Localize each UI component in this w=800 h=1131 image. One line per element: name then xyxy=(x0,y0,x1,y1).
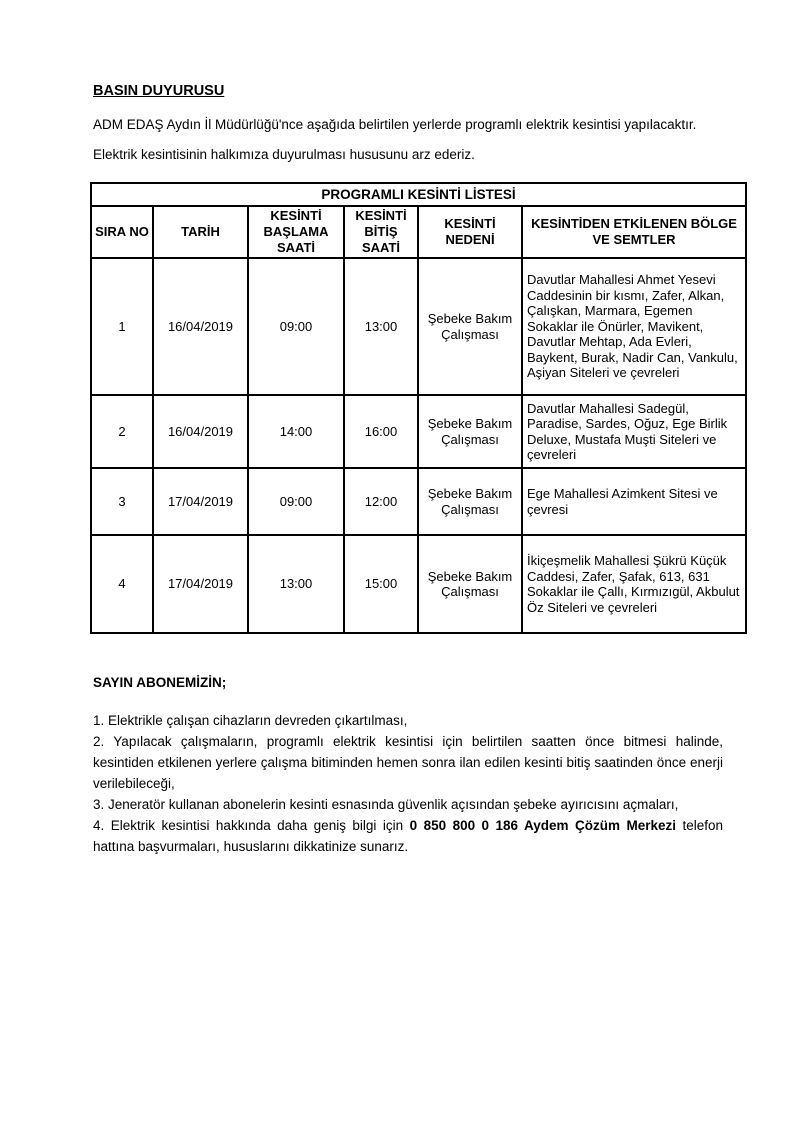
cell-start-time: 14:00 xyxy=(248,395,344,468)
cell-start-time: 09:00 xyxy=(248,258,344,395)
notice-item-3: 3. Jeneratör kullanan abonelerin kesinti esnasında güvenlik açısından şebeke ayırıcısını açmaları, xyxy=(93,797,679,812)
table-title: PROGRAMLI KESİNTİ LİSTESİ xyxy=(91,183,746,206)
cell-no: 4 xyxy=(91,535,153,633)
table-row-4 xyxy=(91,535,746,633)
cell-reason: Şebeke Bakım Çalışması xyxy=(418,535,522,633)
cell-no: 2 xyxy=(91,395,153,468)
cell-end-time: 13:00 xyxy=(344,258,418,395)
cell-start-time: 13:00 xyxy=(248,535,344,633)
subscriber-notice-list xyxy=(93,710,723,857)
subscriber-notice-heading: SAYIN ABONEMİZİN; xyxy=(93,675,227,690)
outage-table xyxy=(90,182,747,634)
announcement-paragraph: Elektrik kesintisinin halkımıza duyurulması hususunu arz ederiz. xyxy=(93,147,475,162)
col-header-bitis-saati: KESİNTİ BİTİŞ SAATİ xyxy=(344,206,418,258)
cell-no: 1 xyxy=(91,258,153,395)
cell-end-time: 15:00 xyxy=(344,535,418,633)
notice-item-1: 1. Elektrikle çalışan cihazların devreden çıkartılması, xyxy=(93,713,408,728)
cell-end-time: 16:00 xyxy=(344,395,418,468)
document-heading: BASIN DUYURUSU xyxy=(93,83,225,99)
notice-item-4-prefix: 4. Elektrik kesintisi hakkında daha geniş bilgi için xyxy=(93,818,410,833)
cell-reason: Şebeke Bakım Çalışması xyxy=(418,258,522,395)
table-row-1 xyxy=(91,258,746,395)
cell-reason: Şebeke Bakım Çalışması xyxy=(418,395,522,468)
table-row-2 xyxy=(91,395,746,468)
cell-areas: Davutlar Mahallesi Sadegül, Paradise, Sardes, Oğuz, Ege Birlik Deluxe, Mustafa Muşti Siteleri ve çevreleri xyxy=(522,395,746,468)
table-row-3 xyxy=(91,468,746,535)
col-header-tarih: TARİH xyxy=(153,206,248,258)
col-header-sira-no: SIRA NO xyxy=(91,206,153,258)
notice-item-2: 2. Yapılacak çalışmaların, programlı elektrik kesintisi için belirtilen saatten önce bitmesi halinde, kesintiden etkilenen yerlere çalışma bitiminden hemen sonra ilan edilen kesinti bitiş saatinden önce enerji verilebileceği, xyxy=(93,734,723,791)
cell-start-time: 09:00 xyxy=(248,468,344,535)
call-center-phone: 0 850 800 0 186 Aydem Çözüm Merkezi xyxy=(409,818,676,833)
table-title-row xyxy=(91,183,746,206)
table-header-row xyxy=(91,206,746,258)
notice-item-4-suffix: telefon hattına başvurmaları, hususlarını dikkatinize sunarız. xyxy=(93,818,723,854)
cell-date: 17/04/2019 xyxy=(153,535,248,633)
cell-areas: Ege Mahallesi Azimkent Sitesi ve çevresi xyxy=(522,468,746,535)
col-header-bolge-semtler: KESİNTİDEN ETKİLENEN BÖLGE VE SEMTLER xyxy=(522,206,746,258)
cell-no: 3 xyxy=(91,468,153,535)
cell-reason: Şebeke Bakım Çalışması xyxy=(418,468,522,535)
cell-date: 16/04/2019 xyxy=(153,395,248,468)
cell-areas: İkiçeşmelik Mahallesi Şükrü Küçük Caddesi, Zafer, Şafak, 613, 631 Sokaklar ile Çallı, Kırmızıgül, Akbulut Öz Siteleri ve çevreleri xyxy=(522,535,746,633)
cell-date: 16/04/2019 xyxy=(153,258,248,395)
col-header-nedeni: KESİNTİ NEDENİ xyxy=(418,206,522,258)
notice-item-4 xyxy=(93,815,723,857)
intro-paragraph: ADM EDAŞ Aydın İl Müdürlüğü'nce aşağıda belirtilen yerlerde programlı elektrik kesintisi yapılacaktır. xyxy=(93,117,697,132)
cell-date: 17/04/2019 xyxy=(153,468,248,535)
col-header-baslama-saati: KESİNTİ BAŞLAMA SAATİ xyxy=(248,206,344,258)
cell-end-time: 12:00 xyxy=(344,468,418,535)
cell-areas: Davutlar Mahallesi Ahmet Yesevi Caddesinin bir kısmı, Zafer, Alkan, Çalışkan, Marmara, Egemen Sokaklar ile Önürler, Mavikent, Davutlar Mehtap, Ada Evleri, Baykent, Burak, Nadir Can, Vankulu, Aşiyan Siteleri ve çevreleri xyxy=(522,258,746,395)
